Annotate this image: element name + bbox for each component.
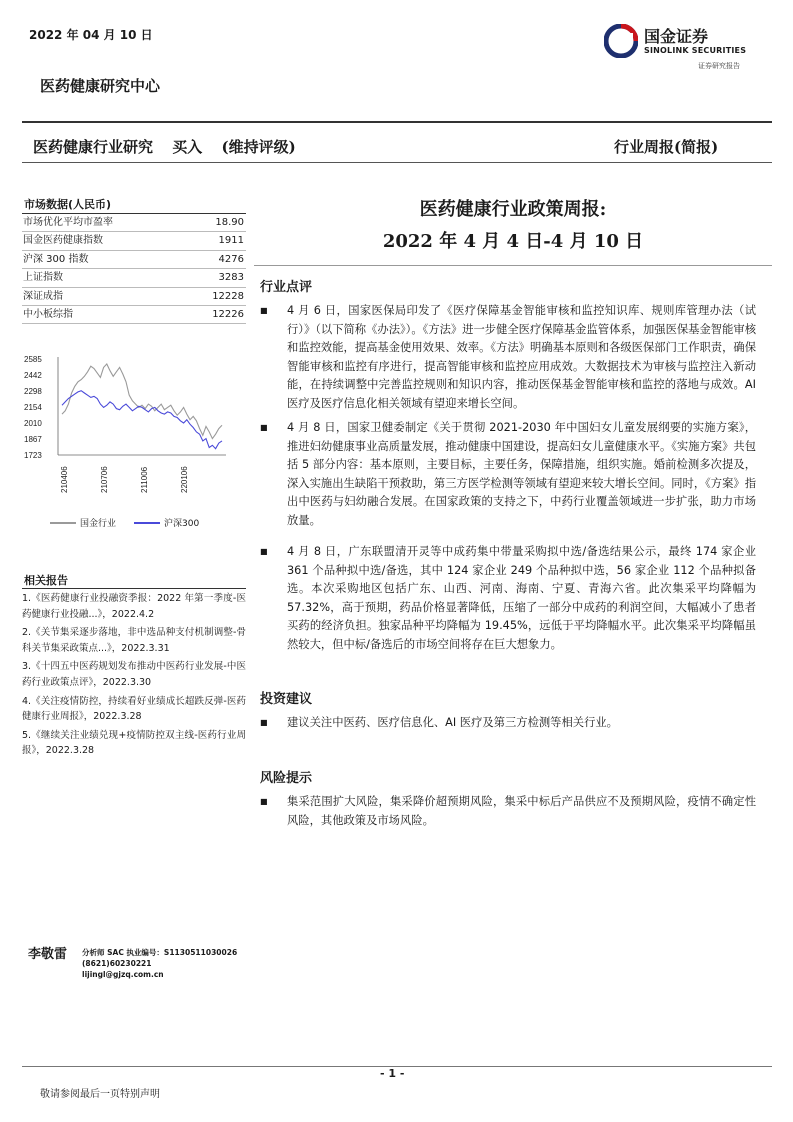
related-report-item: 3.《十四五中医药规划发布推动中医药行业发展-中医药行业政策点评》，2022.3.30 [22,661,246,688]
market-value: 1911 [218,235,244,247]
market-row [22,232,246,250]
legend-label-hs300: 沪深300 [164,519,200,529]
company-logo [604,22,764,76]
page-number: - 1 - [380,1067,405,1080]
industry-banner [33,136,310,157]
report-date: 2022 年 04 月 10 日 [29,28,153,42]
market-label: 中小板综指 [23,308,73,320]
section-title-comment: 行业点评 [260,280,313,295]
bullet-icon: ■ [260,306,268,315]
market-data-title: 市场数据(人民币) [24,198,112,211]
risk-text: 集采范围扩大风险，集采降价超预期风险，集采中标后产品供应不及预期风险，疫情不确定性风险，其他政策及市场风险。 [287,795,756,827]
chart-legend [50,516,199,529]
market-label: 深证成指 [23,290,63,302]
invest-text: 建议关注中医药、医疗信息化、AI 医疗及第三方检测等相关行业。 [287,716,618,729]
bullet-icon: ■ [260,547,268,556]
legend-swatch-industry [50,522,76,524]
x-tick-label: 210706 [100,466,109,493]
footer-disclaimer: 敬请参阅最后一页特别声明 [40,1089,160,1100]
risk-paragraph [260,793,756,830]
y-tick-label: 2298 [24,387,42,396]
research-center: 医药健康研究中心 [40,77,161,95]
market-data-table [22,213,246,324]
banner-divider [22,162,772,163]
x-tick-label: 220106 [180,466,189,493]
y-tick-label: 1867 [24,435,42,444]
index-line-chart [22,345,246,545]
market-label: 上证指数 [23,272,63,284]
y-tick-label: 2585 [24,355,42,364]
market-label: 国金医药健康指数 [23,235,103,247]
logo-mark-icon [604,24,638,58]
analyst-email: lijingl@gjzq.com.cn [82,970,164,979]
related-reports-list [22,588,246,762]
x-tick-label: 211006 [140,466,149,493]
logo-text-cn: 国金证券 [644,27,709,46]
logo-text-en: SINOLINK SECURITIES [644,46,747,55]
analyst-info [82,947,237,980]
bullet-icon: ■ [260,423,268,432]
rating: 买入 [172,138,203,156]
comment-paragraph [260,543,756,655]
industry-name: 医药健康行业研究 [33,138,154,156]
market-value: 12226 [212,308,244,320]
comment-text: 4 月 6 日，国家医保局印发了《医疗保障基金智能审核和监控知识库、规则库管理办法（试行）》（以下简称《办法》）。《方法》进一步健全医疗保障基金监管体系，加强医保基金智能审核和监控效能，提高基金使用效果、效率。《方法》明确基本原则和各级医保部门工作职责，确保智能审核和监控有序进行，提高智能审核和监控应用成效。大数据技术为审核与监控注入新动能，在持续调整中完善监控规则和知识内容，推动医保基金智能审核和监控的落地与成效。AI 医疗及医疗信息化相关领域有望迎来增长空间。 [287,304,756,410]
bullet-icon: ■ [260,797,268,806]
bullet-icon: ■ [260,718,268,727]
comment-paragraph [260,302,756,414]
x-tick-label: 210406 [60,466,69,493]
market-value: 4276 [218,253,244,265]
related-report-item: 2.《关节集采逐步落地，非中选品种支付机制调整-骨科关节集采政策点...》，2022.3.31 [22,627,246,654]
comment-paragraph [260,419,756,531]
market-row [22,251,246,269]
comment-text: 4 月 8 日，广东联盟清开灵等中成药集中带量采购拟中选/备选结果公示，最终 174 家企业 361 个品种拟中选/备选，其中 124 家企业 249 个品种拟中选，56 家企业 112 个品种拟备选。本次采购地区包括广东、山西、河南、海南、宁夏、青海六省。此次集采平均降幅为 57.32%，高于预期，药品价格显著降低，压缩了一部分中成药的利润空间，大幅减小了患者买药的经济负担。独家品种平均降幅为 19.45%，远低于平均降幅水平。此次集采平均降幅虽然较大，但中标/备选后的市场空间将存在巨大想象力。 [287,545,756,651]
market-value: 3283 [218,272,244,284]
related-report-item: 5.《继续关注业绩兑现+疫情防控双主线-医药行业周报》，2022.3.28 [22,729,246,757]
market-value: 12228 [212,290,244,302]
related-report-item: 4.《关注疫情防控，持续看好业绩成长超跌反弹-医药健康行业周报》，2022.3.28 [22,695,246,723]
legend-swatch-hs300 [134,522,160,524]
section-title-invest: 投资建议 [260,692,313,707]
analyst-sac-id: 分析师 SAC 执业编号：S1130511030026 [82,948,238,957]
market-label: 市场优化平均市盈率 [23,217,113,228]
main-title-line2: 2022 年 4 月 4 日-4 月 10 日 [382,231,644,252]
analyst-name: 李敬雷 [28,947,68,962]
rating-note: (维持评级) [221,138,296,156]
legend-label-industry: 国金行业 [80,519,117,529]
series-line-0 [62,364,222,439]
market-label: 沪深 300 指数 [23,253,89,265]
related-reports-title: 相关报告 [24,574,68,587]
main-title-line1: 医药健康行业政策周报: [419,199,607,220]
related-report-item: 1.《医药健康行业投融资季报：2022 年第一季度-医药健康行业投融...》，2022.4.2 [22,593,246,620]
y-tick-label: 2010 [24,419,42,428]
market-row [22,214,246,232]
market-row [22,269,246,287]
invest-paragraph [260,714,756,733]
series-line-1 [62,391,222,449]
section-title-risk: 风险提示 [260,771,313,786]
analyst-phone: (8621)60230221 [82,959,152,968]
header-divider [22,121,772,123]
report-category: 证券研究报告 [698,62,740,70]
comment-text: 4 月 8 日，国家卫健委制定《关于贯彻 2021-2030 年中国妇女儿童发展纲要的实施方案》，推进妇幼健康事业高质量发展，推动健康中国建设，提高妇女儿童健康水平。《实施方案》共包括 5 部分内容：基本原则，主要目标，主要任务，保障措施，组织实施。婚前检测多次提及，深入实施出生缺陷干预救助，第三方医学检测等领域有望迎来较大增长空间。同时，《方案》指出中医药与妇幼融合发展。在国家政策的支持之下，中药行业覆盖领域进一步扩张，助力市场放量。 [287,421,756,527]
market-value: 18.90 [215,217,244,228]
y-tick-label: 2154 [24,403,42,412]
y-tick-label: 2442 [24,371,42,380]
title-divider [254,265,772,266]
y-tick-label: 1723 [24,451,42,460]
market-row [22,288,246,306]
report-type: 行业周报(简报) [614,138,719,156]
market-row [22,306,246,324]
